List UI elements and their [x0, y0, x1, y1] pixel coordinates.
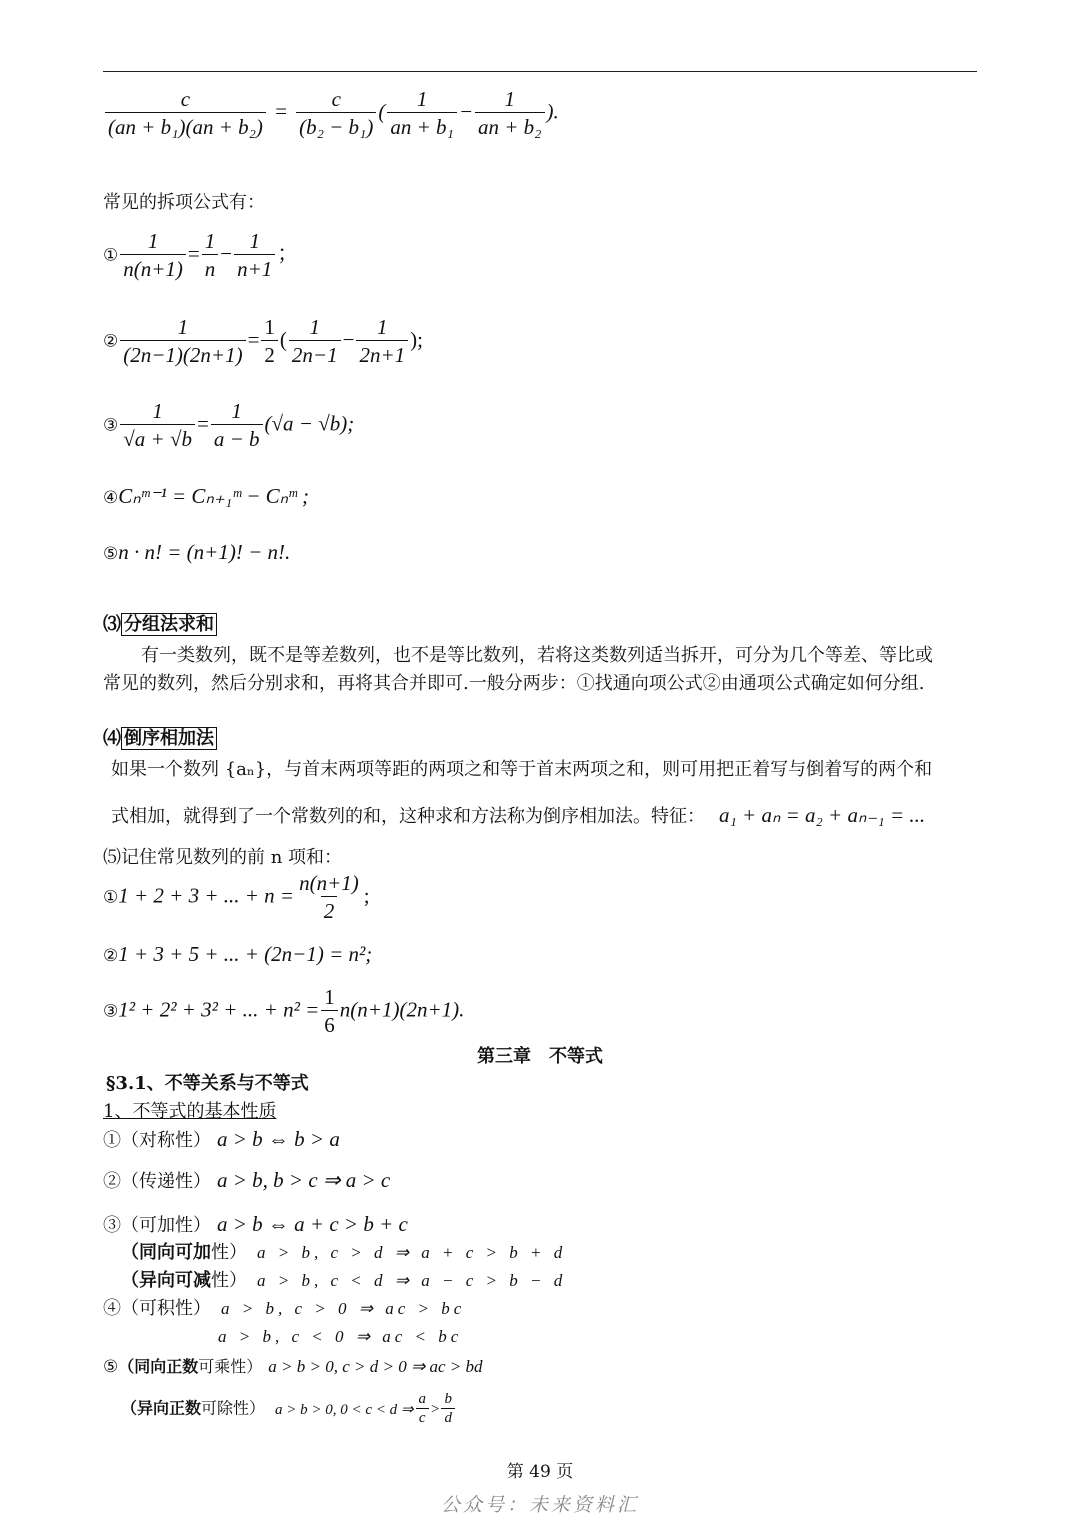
property-same-direction-add: （同向可加性） a > b, c > d ⇒ a + c > b + d	[121, 1242, 567, 1263]
header-rule	[103, 71, 977, 72]
property-additive: ③（可加性） a > b ⇔ a + c > b + c	[103, 1212, 408, 1236]
split-formula-5: ⑤n · n! = (n+1)! − n!.	[103, 540, 291, 564]
section-grouping-heading: ⑶ 分组法求和	[103, 612, 217, 638]
sum-formula-3: ③1² + 2² + 3² + ... + n² = $\frac{1}{6}$ n(n+1)(2n+1).	[103, 985, 465, 1037]
property-positive-divide: （异向正数可除性） a > b > 0, 0 < c < d ⇒ $\frac{a}{c}$ > $\frac{b}{d}$	[121, 1390, 457, 1427]
split-formula-1: ① $\frac{1}{n(n+1)}$ = $\frac{1}{n}$ − $\frac{1}{n+1}$ ；	[103, 229, 299, 281]
split-formula-2: ② $\frac{1}{(2n-1)(2n+1)}$ = $\frac{1}{2}$ ( $\frac{1}{2n-1}$ − $\frac{1}{2n+1}$ );	[103, 315, 423, 367]
property-opposite-direction-subtract: （异向可减性） a > b, c < d ⇒ a − c > b − d	[121, 1270, 567, 1291]
sum-formula-1: ①1 + 2 + 3 + ... + n = $\frac{n(n+1)}{2}$ ;	[103, 871, 370, 923]
split-title: 常见的拆项公式有：	[103, 192, 265, 213]
property-positive-multiply: ⑤（同向正数可乘性） a > b > 0, c > d > 0 ⇒ ac > bd	[103, 1357, 483, 1377]
formula-partial-fraction: $\frac{c}{\text{(an + b₁)(an + b₂)}}$ = $\frac{c}{\text{(b₂ − b₁)}}$ ( $\frac{1}{\text{an + b₁}}$ − $\frac{1}{\text{an + b₂}}$ ).	[103, 86, 559, 141]
watermark: 公众号：未来资料汇	[440, 1494, 639, 1516]
page-number: 第 49 页	[506, 1462, 574, 1482]
split-formula-3: ③ $\frac{1}{√a + √b}$ = $\frac{1}{a - b}$ (√a − √b);	[103, 399, 355, 451]
property-multiplicative-negative: a > b, c < 0 ⇒ ac < bc	[218, 1327, 463, 1346]
subsection-title: 1、不等式的基本性质	[103, 1101, 277, 1122]
property-multiplicative: ④（可积性） a > b, c > 0 ⇒ ac > bc	[103, 1298, 466, 1319]
grouping-paragraph-line-1: 有一类数列，既不是等差数列，也不是等比数列，若将这类数列适当拆开，可分为几个等差、等比或	[141, 645, 933, 666]
section-reverse-heading: ⑷ 倒序相加法	[103, 726, 217, 752]
sum-formula-2: ②1 + 3 + 5 + ... + (2n−1) = n²;	[103, 942, 373, 966]
sum-formulas-title: ⑸记住常见数列的前 n 项和：	[103, 847, 343, 868]
section-title: §3.1、不等关系与不等式	[106, 1073, 309, 1094]
section-grouping-title: 分组法求和	[121, 613, 217, 636]
split-formula-4: ④Cₙᵐ⁻¹ = Cₙ₊₁ᵐ − Cₙᵐ ;	[103, 484, 309, 508]
property-transitive: ②（传递性） a > b, b > c ⇒ a > c	[103, 1168, 391, 1192]
reverse-paragraph-line-1: 如果一个数列 {aₙ}，与首末两项等距的两项之和等于首末两项之和，则可用把正着写与倒着写的两个和	[111, 759, 933, 780]
section-reverse-title: 倒序相加法	[121, 727, 217, 750]
grouping-paragraph-line-2: 常见的数列，然后分别求和，再将其合并即可.一般分两步：①找通向项公式②由通项公式确定如何分组.	[103, 673, 925, 694]
chapter-title: 第三章 不等式	[477, 1046, 603, 1067]
reverse-paragraph-line-2: 式相加，就得到了一个常数列的和，这种求和方法称为倒序相加法。特征： a₁ + aₙ = a₂ + aₙ₋₁ = ...	[111, 803, 926, 827]
property-symmetry: ①（对称性） a > b ⇔ b > a	[103, 1127, 340, 1151]
